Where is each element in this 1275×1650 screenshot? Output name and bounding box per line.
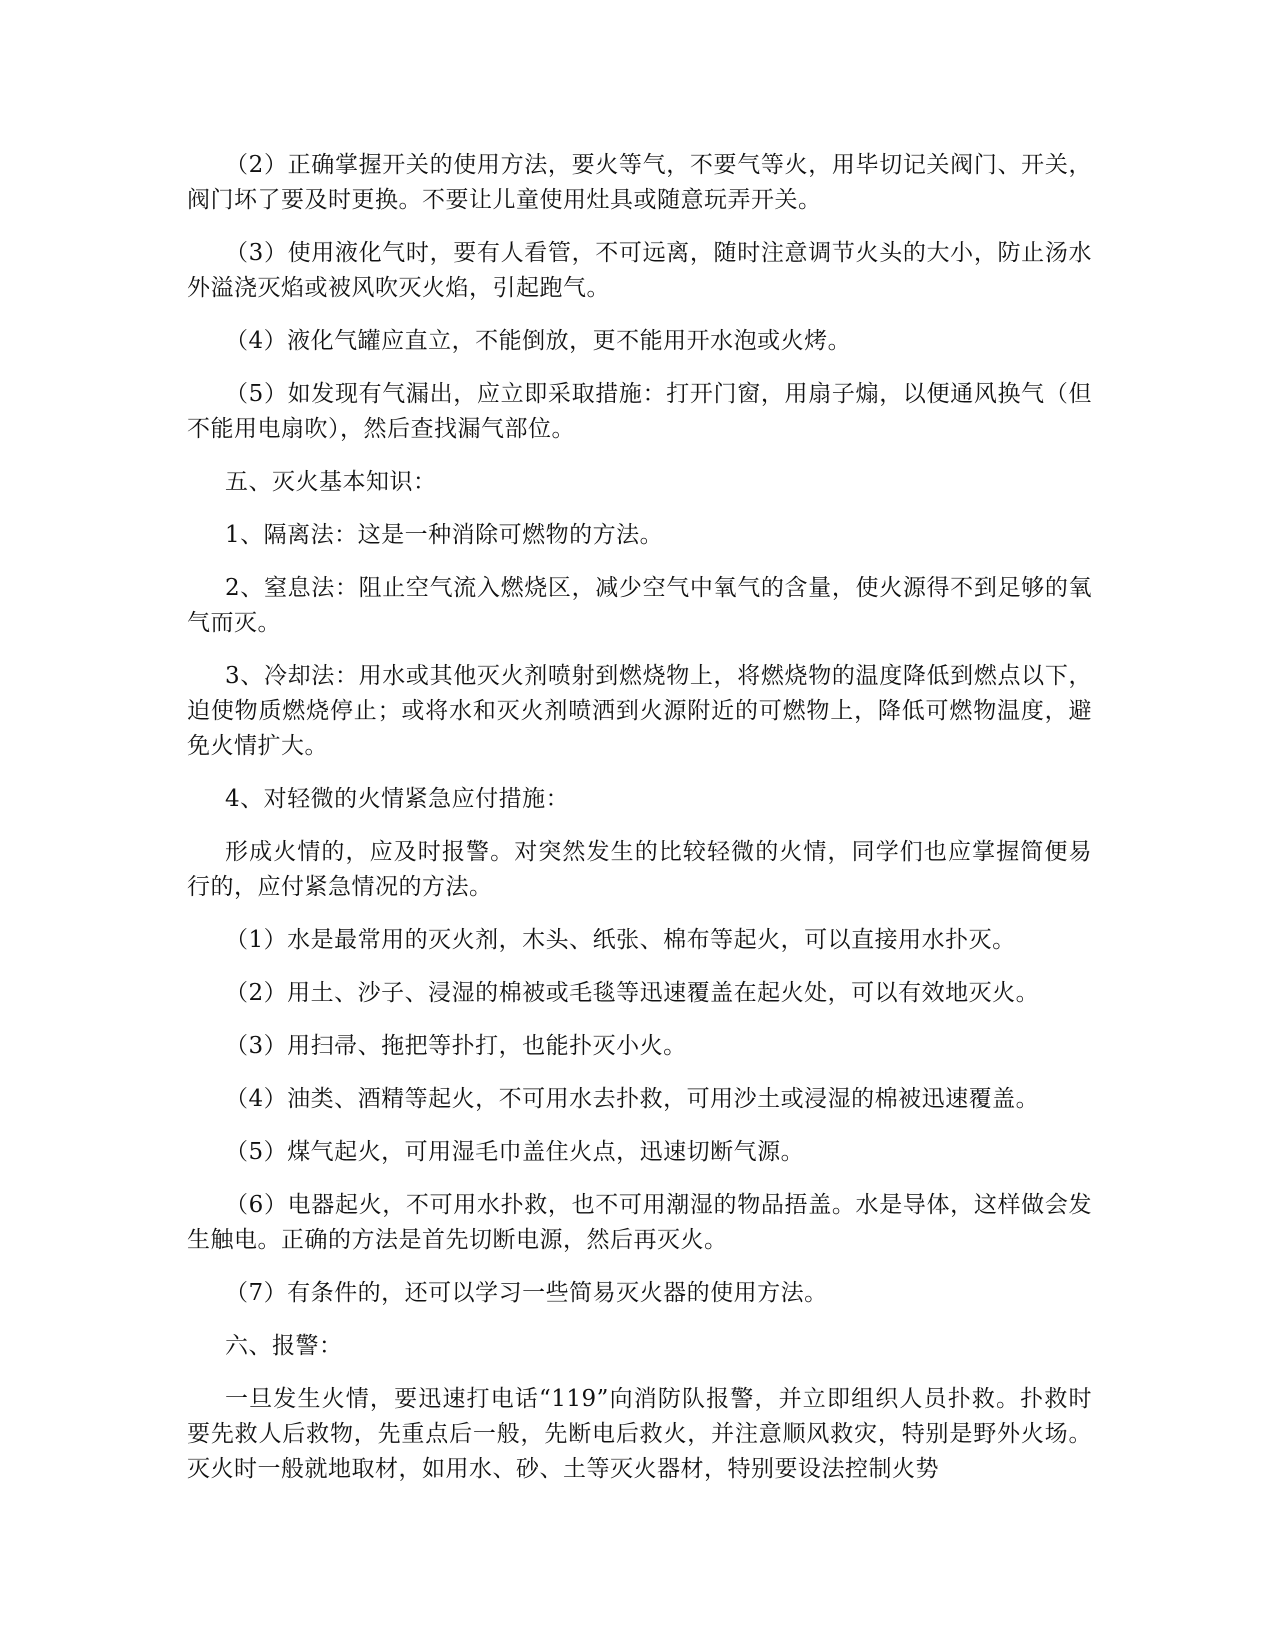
paragraph: （5）煤气起火，可用湿毛巾盖住火点，迅速切断气源。 <box>225 1139 805 1165</box>
document-body <box>187 148 1092 1505</box>
paragraph: （4）液化气罐应直立，不能倒放，更不能用开水泡或火烤。 <box>225 328 852 354</box>
paragraph: 3、冷却法：用水或其他灭火剂喷射到燃烧物上，将燃烧物的温度降低到燃点以下，迫使物质燃烧停止；或将水和灭火剂喷洒到火源附近的可燃物上，降低可燃物温度，避免火情扩大。 <box>187 663 1092 759</box>
paragraph: 1、隔离法：这是一种消除可燃物的方法。 <box>225 522 664 548</box>
paragraph: 2、窒息法：阻止空气流入燃烧区，减少空气中氧气的含量，使火源得不到足够的氧气而灭。 <box>187 575 1092 636</box>
paragraph: 形成火情的，应及时报警。对突然发生的比较轻微的火情，同学们也应掌握简便易行的，应付紧急情况的方法。 <box>187 839 1092 900</box>
paragraph: （7）有条件的，还可以学习一些简易灭火器的使用方法。 <box>225 1280 828 1306</box>
paragraph: （3）用扫帚、拖把等扑打，也能扑灭小火。 <box>225 1033 687 1059</box>
section-heading: 六、报警： <box>225 1333 343 1359</box>
paragraph: （4）油类、酒精等起火，不可用水去扑救，可用沙土或浸湿的棉被迅速覆盖。 <box>225 1086 1040 1112</box>
paragraph: 4、对轻微的火情紧急应付措施： <box>225 786 570 812</box>
paragraph: （3）使用液化气时，要有人看管，不可远离，随时注意调节火头的大小，防止汤水外溢浇灭焰或被风吹灭火焰，引起跑气。 <box>187 240 1092 301</box>
section-heading: 五、灭火基本知识： <box>225 469 437 495</box>
paragraph: （1）水是最常用的灭火剂，木头、纸张、棉布等起火，可以直接用水扑灭。 <box>225 927 1016 953</box>
paragraph: （6）电器起火，不可用水扑救，也不可用潮湿的物品捂盖。水是导体，这样做会发生触电。正确的方法是首先切断电源，然后再灭火。 <box>187 1192 1092 1253</box>
paragraph: （2）用土、沙子、浸湿的棉被或毛毯等迅速覆盖在起火处，可以有效地灭火。 <box>225 980 1040 1006</box>
paragraph: （2）正确掌握开关的使用方法，要火等气，不要气等火，用毕切记关阀门、开关，阀门坏了要及时更换。不要让儿童使用灶具或随意玩弄开关。 <box>187 152 1092 213</box>
paragraph: 一旦发生火情，要迅速打电话“119”向消防队报警，并立即组织人员扑救。扑救时要先救人后救物，先重点后一般，先断电后救火，并注意顺风救灾，特别是野外火场。灭火时一般就地取材，如用水、砂、土等灭火器材，特别要设法控制火势 <box>187 1386 1092 1482</box>
paragraph: （5）如发现有气漏出，应立即采取措施：打开门窗，用扇子煽，以便通风换气（但不能用电扇吹），然后查找漏气部位。 <box>187 381 1092 442</box>
